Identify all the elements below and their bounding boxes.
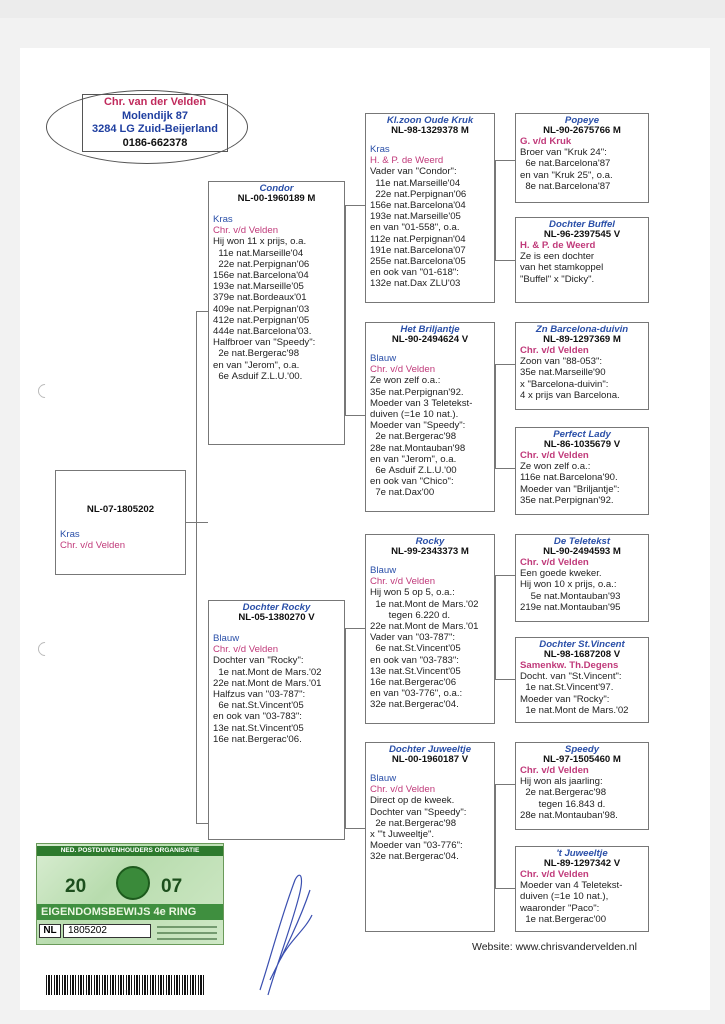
breeder: Chr. v/d Velden <box>370 784 436 796</box>
achievement-line: en van "Jerom", o.a. <box>213 359 300 371</box>
connector <box>495 160 496 260</box>
achievement-line: 1e nat.Mont de Mars.'02 <box>213 666 322 678</box>
connector <box>495 468 515 469</box>
breeder: Chr. v/d Velden <box>520 869 589 880</box>
card-ring-number: 1805202 <box>63 924 151 938</box>
pigeon-color: Kras <box>60 529 80 540</box>
achievement-line: Hij won 10 x prijs, o.a.: <box>520 579 617 591</box>
achievement-line: duiven (=1e 10 nat.), <box>520 891 609 903</box>
pigeon-name: Condor <box>259 183 294 194</box>
achievement-line: 6e nat.St.Vincent'05 <box>213 700 304 712</box>
breeder: Chr. v/d Velden <box>520 345 589 356</box>
achievement-line: 193e nat.Marseille'05 <box>213 281 304 293</box>
achievements <box>370 795 490 862</box>
achievement-line: 13e nat.St.Vincent'05 <box>370 665 461 677</box>
achievement-line: 2e nat.Bergerac'98 <box>370 817 457 829</box>
pigeon-name: Dochter Rocky <box>242 602 311 613</box>
achievement-line: x "Barcelona-duivin": <box>520 378 609 390</box>
pigeon-sire-sire <box>365 113 495 303</box>
ring-number: NL-98-1329378 M <box>391 125 469 136</box>
achievement-line: en van "03-776", o.a.: <box>370 688 463 700</box>
address-box <box>82 94 228 152</box>
breeder: Chr. v/d Velden <box>213 225 279 237</box>
achievement-line: 28e nat.Montauban'98. <box>520 809 618 821</box>
pigeon-name: Het Briljantje <box>400 324 460 335</box>
achievement-line: 379e nat.Bordeaux'01 <box>213 292 307 304</box>
pigeon-mmf <box>515 742 649 830</box>
pigeon-mmm <box>515 846 649 932</box>
pigeon-color: Blauw <box>370 773 397 784</box>
achievement-line: 35e nat.Marseille'90 <box>520 367 606 379</box>
achievements <box>520 356 644 401</box>
achievement-line: 6e Asduif Z.L.U.'00. <box>213 370 303 382</box>
pigeon-color: Blauw <box>213 633 240 644</box>
breeder: Chr. v/d Velden <box>520 557 589 568</box>
connector <box>345 415 365 416</box>
achievement-line: 1e nat.St.Vincent'97. <box>520 682 614 694</box>
achievement-line: en van "01-558", o.a. <box>370 222 460 234</box>
achievements <box>213 655 340 745</box>
achievement-line: 22e nat.Mont de Mars.'01 <box>213 677 322 689</box>
achievement-line: Direct op de kweek. <box>370 795 455 807</box>
breeder: Chr. v/d Velden <box>370 364 436 376</box>
achievement-line: 444e nat.Barcelona'03. <box>213 326 312 338</box>
ring-number: NL-07-1805202 <box>86 504 155 515</box>
breeder: Chr. v/d Velden <box>520 450 589 461</box>
pigeon-father <box>208 181 345 445</box>
achievement-line: Dochter van "Speedy": <box>370 806 467 818</box>
achievement-line: 255e nat.Barcelona'05 <box>370 256 466 268</box>
pigeon-mff <box>515 534 649 622</box>
achievement-line: 191e nat.Barcelona'07 <box>370 244 466 256</box>
achievement-line: Halfbroer van "Speedy": <box>213 337 316 349</box>
card-fine-print <box>157 922 217 940</box>
pigeon-name: Dochter Juweeltje <box>388 744 472 755</box>
achievement-line: en van "Jerom", o.a. <box>370 453 457 465</box>
achievement-line: 35e nat.Perpignan'92. <box>370 386 464 398</box>
achievement-line: Hij won 11 x prijs, o.a. <box>213 236 307 248</box>
achievements <box>520 147 644 192</box>
breeder: G. v/d Kruk <box>520 136 572 147</box>
achievement-line: Moeder van "Rocky": <box>520 693 610 705</box>
achievement-line: 7e nat.Dax'00 <box>370 487 435 499</box>
ring-number: NL-86-1035679 V <box>543 439 621 450</box>
achievement-line: 412e nat.Perpignan'05 <box>213 314 310 326</box>
achievement-line: 5e nat.Montauban'93 <box>520 590 621 602</box>
card-country: NL <box>39 924 61 938</box>
lion-emblem-icon <box>116 866 150 900</box>
connector <box>495 364 496 468</box>
ring-number: NL-98-1687208 V <box>543 649 621 660</box>
owner-city: 3284 LG Zuid-Beijerland <box>92 123 218 135</box>
achievement-line: Moeder van "Speedy": <box>370 420 466 432</box>
achievements <box>213 236 340 382</box>
connector <box>495 260 515 261</box>
achievements <box>520 671 644 716</box>
ring-number: NL-89-1297369 M <box>543 334 621 345</box>
connector <box>495 784 496 888</box>
achievement-line: Zoon van "88-053": <box>520 356 603 368</box>
achievement-line: 22e nat.Perpignan'06 <box>370 188 467 200</box>
ring-number: NL-90-2494624 V <box>391 334 469 345</box>
connector <box>196 311 197 823</box>
achievement-line: 219e nat.Montauban'95 <box>520 601 621 613</box>
pigeon-name: Perfect Lady <box>553 429 611 440</box>
achievement-line: x "'t Juweeltje". <box>370 829 435 841</box>
connector <box>345 828 365 829</box>
achievement-line: Dochter van "Rocky": <box>213 655 304 667</box>
connector <box>345 628 365 629</box>
achievement-line: 11e nat.Marseille'04 <box>370 177 461 189</box>
pigeon-color: Blauw <box>370 353 397 364</box>
connector <box>495 679 515 680</box>
achievement-line: 2e nat.Bergerac'98 <box>520 787 607 799</box>
breeder: Chr. v/d Velden <box>60 540 126 552</box>
pigeon-name: Dochter Buffel <box>549 219 615 230</box>
breeder: Chr. v/d Velden <box>213 644 279 656</box>
achievement-line: en ook van "Chico": <box>370 476 454 488</box>
barcode <box>46 975 206 995</box>
achievement-line: Hij won 5 op 5, o.a.: <box>370 587 455 599</box>
pigeon-name: Zn Barcelona-duivin <box>535 324 629 335</box>
achievement-line: 2e nat.Bergerac'98 <box>213 348 300 360</box>
card-year-left: 20 <box>65 876 87 897</box>
achievements <box>520 461 644 506</box>
achievement-line: en ook van "03-783": <box>370 654 459 666</box>
achievements <box>520 880 644 925</box>
pigeon-name: Speedy <box>564 744 600 755</box>
pigeon-fff <box>515 113 649 203</box>
connector <box>495 160 515 161</box>
achievement-line: 6e nat.St.Vincent'05 <box>370 643 461 655</box>
connector <box>196 823 208 824</box>
achievement-line: 28e nat.Montauban'98 <box>370 442 466 454</box>
pigeon-fmf <box>515 322 649 410</box>
achievement-line: Moeder van 3 Teletekst- <box>370 397 473 409</box>
pigeon-name: Popeye <box>564 115 600 126</box>
achievement-line: 22e nat.Mont de Mars.'01 <box>370 621 479 633</box>
achievement-line: 112e nat.Perpignan'04 <box>370 233 466 245</box>
breeder: Chr. v/d Velden <box>370 576 436 588</box>
achievement-line: Moeder van "03-776": <box>370 840 463 852</box>
pigeon-mfm <box>515 637 649 723</box>
pigeon-color: Kras <box>213 214 233 225</box>
pigeon-dam-sire <box>365 534 495 724</box>
pigeon-color: Kras <box>370 144 390 155</box>
achievement-line: 409e nat.Perpignan'03 <box>213 303 310 315</box>
breeder: H. & P. de Weerd <box>520 240 596 251</box>
achievement-line: 4 x prijs van Barcelona. <box>520 389 620 401</box>
achievement-line: van het stamkoppel <box>520 262 604 274</box>
connector <box>495 888 515 889</box>
achievement-line: 13e nat.St.Vincent'05 <box>213 722 304 734</box>
connector <box>495 364 515 365</box>
breeder: Samenkw. Th.Degens <box>520 660 619 671</box>
pigeon-ffm <box>515 217 649 303</box>
achievements <box>370 166 490 289</box>
achievements <box>370 375 490 498</box>
ring-ownership-card <box>36 843 224 945</box>
achievement-line: 1e nat.Mont de Mars.'02 <box>520 704 629 716</box>
owner-phone: 0186-662378 <box>122 136 188 149</box>
pigeon-subject <box>55 470 186 575</box>
achievement-line: 32e nat.Bergerac'04. <box>370 851 459 863</box>
achievement-line: Halfzus van "03-787": <box>213 689 306 701</box>
breeder: H. & P. de Weerd <box>370 155 444 167</box>
pigeon-color: Blauw <box>370 565 397 576</box>
breeder: Chr. v/d Velden <box>520 765 589 776</box>
connector <box>345 205 346 415</box>
achievements <box>370 587 490 710</box>
achievements <box>520 251 644 285</box>
achievement-line: en van "Kruk 25", o.a. <box>520 169 613 181</box>
ring-number: NL-00-1960187 V <box>391 754 469 765</box>
pigeon-dam-dam <box>365 742 495 932</box>
pigeon-name: Dochter St.Vincent <box>539 639 625 650</box>
ring-number: NL-99-2343373 M <box>391 546 469 557</box>
connector <box>495 784 515 785</box>
achievement-line: Broer van "Kruk 24": <box>520 147 607 159</box>
ring-number: NL-97-1505460 M <box>543 754 621 765</box>
ring-number: NL-89-1297342 V <box>543 858 621 869</box>
ring-number: NL-90-2494593 M <box>543 546 621 557</box>
pigeon-fmm <box>515 427 649 515</box>
achievement-line: tegen 16.843 d. <box>520 798 606 810</box>
achievement-line: 156e nat.Barcelona'04 <box>213 270 309 282</box>
pigeon-name: Rocky <box>415 536 445 547</box>
achievement-line: Vader van "03-787": <box>370 632 456 644</box>
achievement-line: 6e nat.Barcelona'87 <box>520 158 611 170</box>
connector <box>495 575 496 679</box>
achievement-line: Ze is een dochter <box>520 251 595 263</box>
top-shade <box>0 0 725 18</box>
owner-name: Chr. van der Velden <box>103 96 207 108</box>
achievement-line: "Buffel" x "Dicky". <box>520 273 595 285</box>
achievement-line: 2e nat.Bergerac'98 <box>370 431 457 443</box>
pigeon-sire-dam <box>365 322 495 512</box>
achievement-line: Vader van "Condor": <box>370 166 457 178</box>
pigeon-mother <box>208 600 345 840</box>
achievement-line: 8e nat.Barcelona'87 <box>520 180 611 192</box>
signature-icon <box>250 860 320 1000</box>
card-band: EIGENDOMSBEWIJS 4e RING <box>37 904 223 920</box>
owner-street: Molendijk 87 <box>121 109 189 122</box>
achievement-line: 156e nat.Barcelona'04 <box>370 200 466 212</box>
website-link[interactable]: Website: www.chrisvandervelden.nl <box>472 941 637 953</box>
achievement-line: 16e nat.Bergerac'06 <box>370 677 457 689</box>
connector <box>186 522 208 523</box>
achievement-line: 1e nat.Bergerac'00 <box>520 913 607 925</box>
achievements <box>520 776 644 821</box>
achievement-line: Moeder van 4 Teletekst- <box>520 880 623 892</box>
achievement-line: Ze won zelf o.a.: <box>520 461 591 473</box>
pigeon-name: Kl.zoon Oude Kruk <box>386 115 474 126</box>
pigeon-name: De Teletekst <box>553 536 611 547</box>
achievement-line: 11e nat.Marseille'04 <box>213 247 304 259</box>
card-year-right: 07 <box>161 876 183 897</box>
achievement-line: waaronder "Paco": <box>520 902 600 914</box>
achievement-line: 22e nat.Perpignan'06 <box>213 258 310 270</box>
achievement-line: 16e nat.Bergerac'06. <box>213 733 302 745</box>
ring-number: NL-05-1380270 V <box>238 612 315 623</box>
achievement-line: 116e nat.Barcelona'90. <box>520 472 618 484</box>
achievement-line: 32e nat.Bergerac'04. <box>370 699 459 711</box>
card-header: NED. POSTDUIVENHOUDERS ORGANISATIE <box>37 846 223 856</box>
achievement-line: 6e Asduif Z.L.U.'00 <box>370 465 457 477</box>
achievement-line: Docht. van "St.Vincent": <box>520 671 622 683</box>
achievement-line: 35e nat.Perpignan'92. <box>520 494 614 506</box>
achievement-line: tegen 6.220 d. <box>370 609 451 621</box>
ring-number: NL-90-2675766 M <box>543 125 621 136</box>
achievement-line: duiven (=1e 10 nat.). <box>370 409 459 421</box>
achievement-line: Een goede kweker. <box>520 568 602 580</box>
ring-number: NL-00-1960189 M <box>237 193 316 204</box>
achievement-line: 132e nat.Dax ZLU'03 <box>370 278 461 290</box>
achievement-line: Ze won zelf o.a.: <box>370 375 441 387</box>
connector <box>345 628 346 828</box>
achievement-line: en ook van "01-618": <box>370 267 459 279</box>
achievement-line: 1e nat.Mont de Mars.'02 <box>370 598 479 610</box>
achievement-line: Hij won als jaarling: <box>520 776 603 788</box>
achievement-line: en ook van "03-783": <box>213 711 302 723</box>
achievements <box>520 568 644 613</box>
connector <box>345 205 365 206</box>
ring-number: NL-96-2397545 V <box>543 229 621 240</box>
pigeon-name: 't Juweeltje <box>556 848 608 859</box>
achievement-line: Moeder van "Briljantje": <box>520 483 620 495</box>
connector <box>495 575 515 576</box>
achievement-line: 193e nat.Marseille'05 <box>370 211 461 223</box>
connector <box>196 311 208 312</box>
